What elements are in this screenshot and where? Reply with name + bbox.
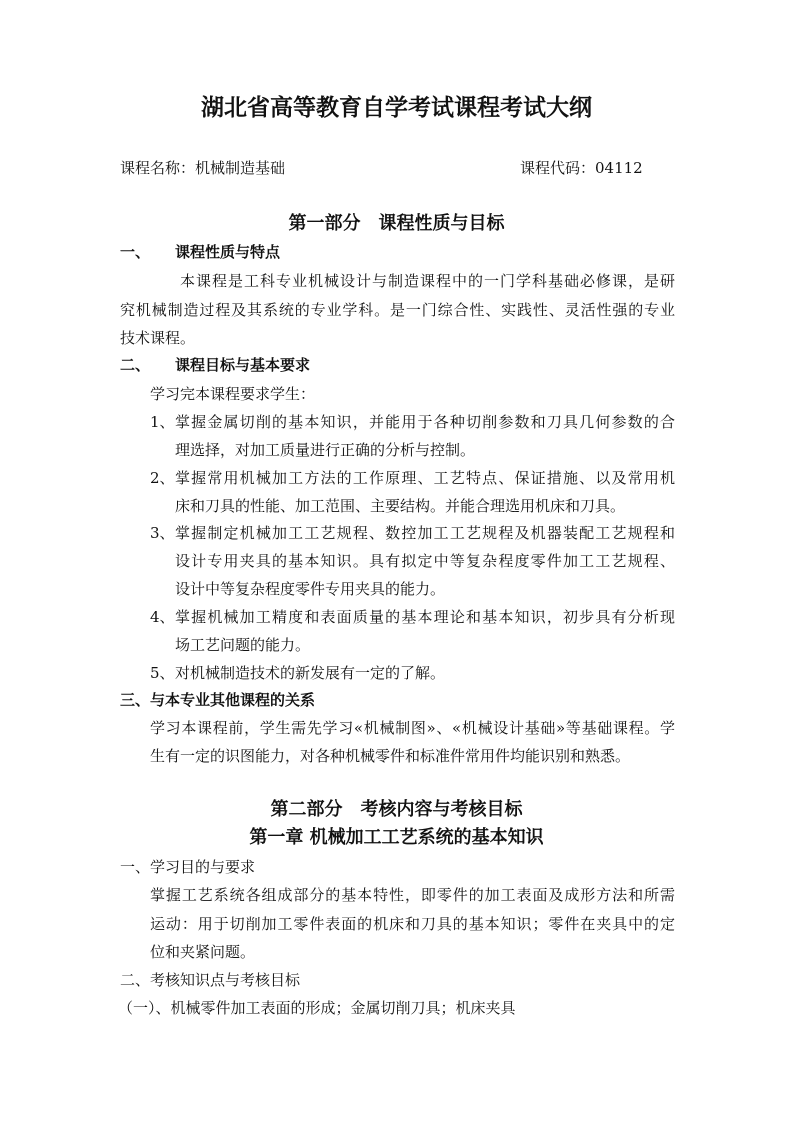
document-title: 湖北省高等教育自学考试课程考试大纲 [201,95,592,121]
paragraph-line: 掌握工艺系统各组成部分的基本特性，即零件的加工表面及成形方法和所需 [150,886,675,904]
list-item-line: 掌握常用机械加工方法的工作原理、工艺特点、保证措施、以及常用机 [175,469,675,487]
subsection-title: （一）、机械零件加工表面的形成；金属切削刀具；机床夹具 [118,999,516,1017]
section-number: 二、 [120,356,151,374]
section-title: 二、考核知识点与考核目标 [120,971,301,989]
paragraph-line: 学习本课程前，学生需先学习«机械制图»、«机械设计基础»等基础课程。学 [150,719,675,737]
list-item-line: 对机械制造技术的新发展有一定的了解。 [175,664,446,682]
paragraph-line: 究机械制造过程及其系统的专业学科。是一门综合性、实践性、灵活性强的专业 [120,301,675,319]
list-item-line: 理选择，对加工质量进行正确的分析与控制。 [175,441,476,459]
section-number: 一、 [120,243,151,261]
list-item-line: 掌握制定机械加工工艺规程、数控加工工艺规程及机器装配工艺规程和 [175,524,675,542]
section-title: 一、学习目的与要求 [120,858,256,876]
list-item-line: 设计专用夹具的基本知识。具有拟定中等复杂程度零件加工工艺规程、 [175,552,675,570]
list-number: 1、 [150,413,175,431]
list-number: 2、 [150,469,175,487]
chapter-heading: 第一章 机械加工工艺系统的基本知识 [249,827,544,848]
intro-text: 学习完本课程要求学生： [150,385,316,403]
list-number: 5、 [150,664,175,682]
part2-heading: 第二部分 考核内容与考核目标 [270,799,523,820]
paragraph-line: 本课程是工科专业机械设计与制造课程中的一门学科基础必修课，是研 [180,272,675,290]
list-item-line: 床和刀具的性能、加工范围、主要结构。并能合理选用机床和刀具。 [175,497,626,515]
paragraph-line: 位和夹紧问题。 [150,943,256,961]
paragraph-line: 运动：用于切削加工零件表面的机床和刀具的基本知识；零件在夹具中的定 [150,915,675,933]
list-number: 4、 [150,608,175,626]
list-number: 3、 [150,524,175,542]
part1-heading: 第一部分 课程性质与目标 [288,213,505,234]
list-item-line: 设计中等复杂程度零件专用夹具的能力。 [175,580,446,598]
section-title: 三、与本专业其他课程的关系 [120,691,316,709]
list-item-line: 掌握金属切削的基本知识，并能用于各种切削参数和刀具几何参数的合 [175,413,675,431]
course-name: 课程名称：机械制造基础 [120,159,286,177]
list-item-line: 场工艺问题的能力。 [175,636,311,654]
paragraph-line: 生有一定的识图能力，对各种机械零件和标准件常用件均能识别和熟悉。 [150,747,631,765]
paragraph-line: 技术课程。 [120,329,196,347]
course-code: 课程代码：04112 [520,159,643,177]
section-title: 课程目标与基本要求 [175,356,311,374]
section-title: 课程性质与特点 [175,243,281,261]
list-item-line: 掌握机械加工精度和表面质量的基本理论和基本知识，初步具有分析现 [175,608,675,626]
